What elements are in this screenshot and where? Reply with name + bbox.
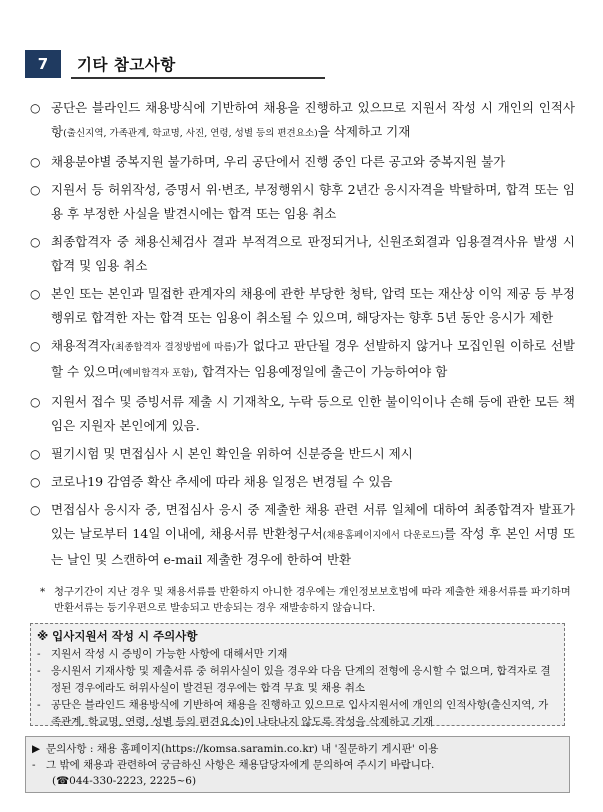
notice-item: ○ 지원서 접수 및 증빙서류 제출 시 기재착오, 누락 등으로 인한 불이익이나 손해 등에 관한 모든 책임은 지원자 본인에게 있음. bbox=[30, 394, 575, 433]
contact-phone: (☎044-330-2223, 2225~6) bbox=[52, 775, 197, 787]
bullet-circle: ○ bbox=[30, 339, 41, 353]
dash-mark: - bbox=[37, 648, 41, 660]
bullet-circle: ○ bbox=[30, 101, 41, 115]
footnote bbox=[40, 584, 580, 616]
caution-item: - 지원서 작성 시 증빙이 가능한 사항에 대해서만 기재 bbox=[37, 646, 557, 663]
bullet-circle: ○ bbox=[30, 447, 41, 461]
section-header bbox=[25, 50, 325, 80]
notice-item: ○ 면접심사 응시자 중, 면접심사 응시 중 제출한 채용 관련 서류 일체에 대하여 최종합격자 발표가 있는 날로부터 14일 이내에, 채용서류 반환청구서(채용홈페이지에서 다운로드)를 작성 후 본인 서명 또는 날인 및 스캔하여 e-mail 제출한 경우에 한하여 반환 bbox=[30, 502, 575, 567]
contact-inquiry: ▶ 문의사항 : 채용 홈페이지(https://komsa.saramin.co.kr) 내 '질문하기 게시판' 이용 bbox=[32, 743, 439, 755]
asterisk-mark: * bbox=[40, 586, 46, 598]
notice-item: ○ 필기시험 및 면접심사 시 본인 확인을 위하여 신분증을 반드시 제시 bbox=[30, 446, 413, 461]
notice-item: ○ 본인 또는 본인과 밀접한 관계자의 채용에 관한 부당한 청탁, 압력 또는 재산상 이익 제공 등 부정행위로 합격한 자는 합격 또는 임용이 취소될 수 있으며, 해당자는 향후 5년 동안 응시가 제한 bbox=[30, 286, 575, 325]
dash-mark: - bbox=[37, 699, 41, 711]
contact-box bbox=[25, 736, 570, 793]
bullet-circle: ○ bbox=[30, 475, 41, 489]
bullet-circle: ○ bbox=[30, 235, 41, 249]
bullet-circle: ○ bbox=[30, 287, 41, 301]
triangle-right-icon: ▶ bbox=[32, 743, 41, 755]
caution-item: - 응시원서 기재사항 및 제출서류 중 허위사실이 있을 경우와 다음 단계의 전형에 응시할 수 없으며, 합격자로 결정된 경우에라도 허위사실이 발견된 경우에는 합격 무효 및 채용 취소 bbox=[37, 665, 551, 694]
notice-item: ○ 코로나19 감염증 확산 추세에 따라 채용 일정은 변경될 수 있음 bbox=[30, 474, 393, 489]
section-title: 기타 참고사항 bbox=[77, 56, 176, 74]
footnote-text: 청구기간이 지난 경우 및 채용서류를 반환하지 아니한 경우에는 개인정보보호법에 따라 제출한 채용서류를 파기하며 반환서류는 등기우편으로 발송되고 반송되는 경우 재발송하지 않습니다. bbox=[54, 586, 571, 614]
notice-item: ○ 최종합격자 중 채용신체검사 결과 부적격으로 판정되거나, 신원조회결과 임용결격사유 발생 시 합격 및 임용 취소 bbox=[30, 234, 575, 273]
notice-item: ○ 공단은 블라인드 채용방식에 기반하여 채용을 진행하고 있으므로 지원서 작성 시 개인의 인적사항(출신지역, 가족관계, 학교명, 사진, 연령, 성별 등의 편견요소)을 삭제하고 기재 bbox=[30, 100, 575, 139]
contact-other: - 그 밖에 채용과 관련하여 궁금하신 사항은 채용담당자에게 문의하여 주시기 바랍니다. bbox=[32, 759, 435, 771]
bullet-circle: ○ bbox=[30, 395, 41, 409]
bullet-circle: ○ bbox=[30, 155, 41, 169]
section-underline bbox=[71, 77, 325, 79]
dash-mark: - bbox=[37, 665, 41, 677]
dash-mark: - bbox=[32, 759, 36, 771]
caution-title: ※ 입사지원서 작성 시 주의사항 bbox=[37, 629, 198, 643]
caution-item: - 공단은 블라인드 채용방식에 기반하여 채용을 진행하고 있으므로 입사지원서에 개인의 인적사항(출신지역, 가족관계, 학교명, 연령, 성별 등의 편견요소)이 나타나지 않도록 작성을 삭제하고 기재 bbox=[37, 699, 549, 728]
notice-item: ○ 채용분야별 중복지원 불가하며, 우리 공단에서 진행 중인 다른 공고와 중복지원 불가 bbox=[30, 154, 506, 169]
notice-list bbox=[30, 96, 575, 576]
bullet-circle: ○ bbox=[30, 503, 41, 517]
bullet-circle: ○ bbox=[30, 183, 41, 197]
caution-box bbox=[30, 623, 565, 726]
notice-item: ○ 지원서 등 허위작성, 증명서 위·변조, 부정행위시 향후 2년간 응시자격을 박탈하며, 합격 또는 임용 후 부정한 사실을 발견시에는 합격 또는 임용 취소 bbox=[30, 182, 575, 221]
notice-item: ○ 채용적격자(최종합격자 결정방법에 따름)가 없다고 판단될 경우 선발하지 않거나 모집인원 이하로 선발할 수 있으며(예비합격자 포함), 합격자는 임용예정일에 출근이 가능하여야 함 bbox=[30, 338, 576, 379]
caution-list bbox=[37, 646, 557, 731]
section-number: 7 bbox=[25, 50, 61, 78]
